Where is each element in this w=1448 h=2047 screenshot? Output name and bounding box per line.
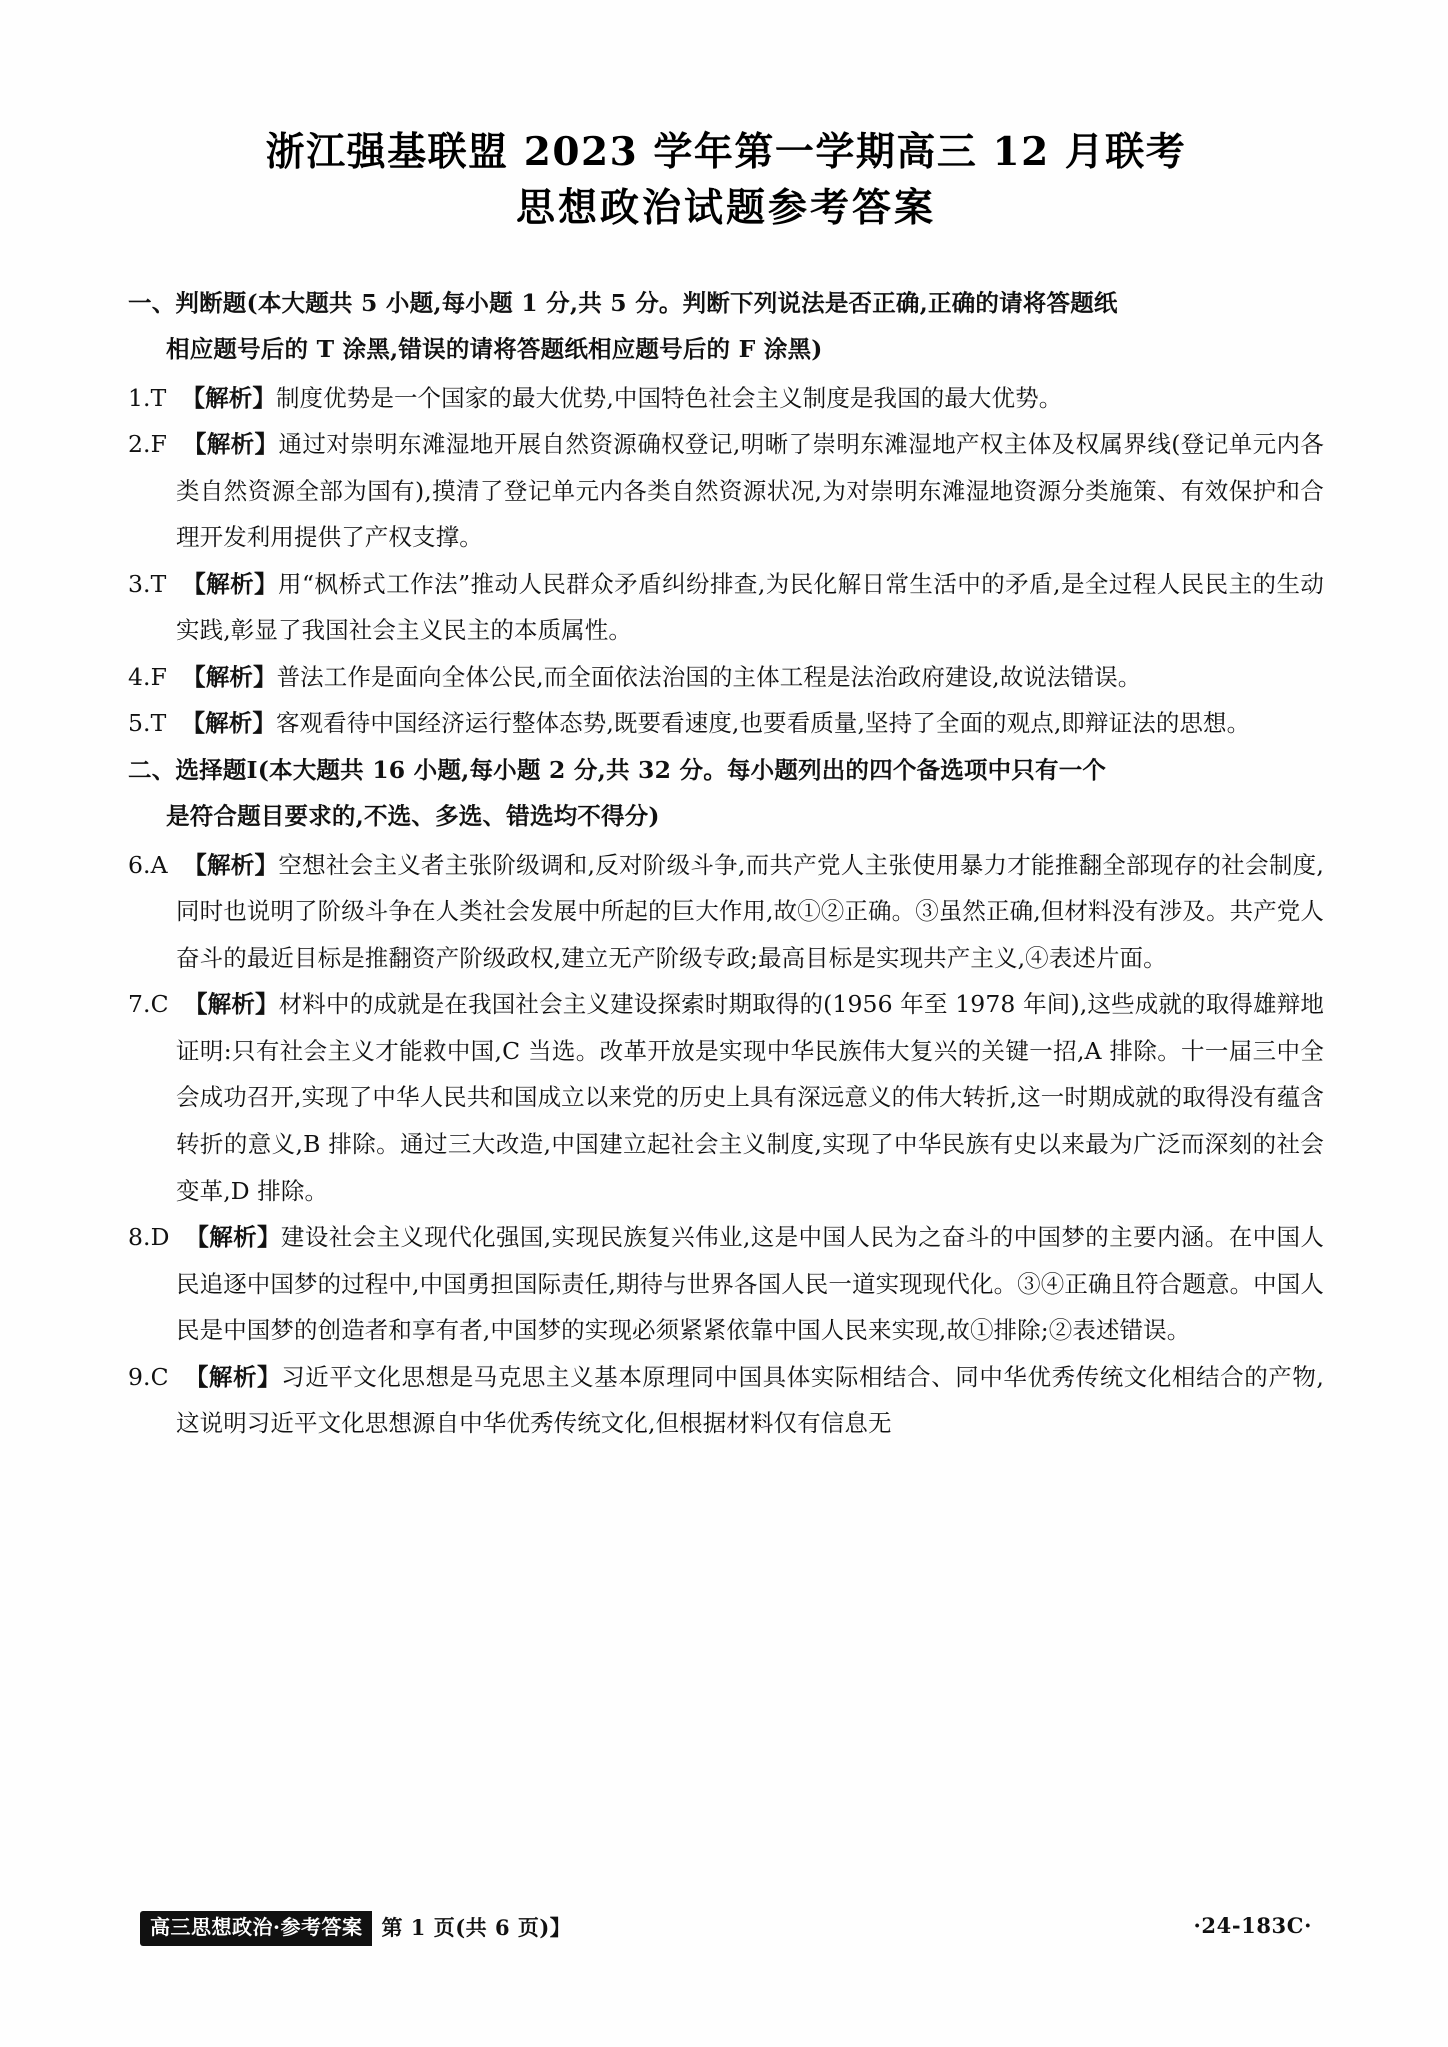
analysis-text-7: 材料中的成就是在我国社会主义建设探索时期取得的(1956 年至 1978 年间),这些成就的取得雄辩地证明:只有社会主义才能救中国,C 当选。改革开放是实现中华民族伟大复兴的关键一招,A 排除。十一届三中全会成功召开,实现了中华人民共和国成立以来党的历史上具有深远意义的伟大转折,这一时期成就的取得没有蕴含转折的意义,B 排除。通过三大改造,中国建立起社会主义制度,实现了中华民族有史以来最为广泛而深刻的社会变革,D 排除。 [176, 990, 1324, 1205]
analysis-text-9: 习近平文化思想是马克思主义基本原理同中国具体实际相结合、同中华优秀传统文化相结合的产物,这说明习近平文化思想源自中华优秀传统文化,但根据材料仅有信息无 [176, 1362, 1324, 1438]
answer-item-3 [128, 561, 1324, 654]
answer-item-9 [128, 1354, 1324, 1447]
answer-number-1: 1. [128, 383, 151, 412]
page-footer [0, 1905, 1448, 1961]
answers-body [128, 280, 1324, 1447]
answer-item-1 [128, 375, 1324, 422]
answer-value-9: C [150, 1362, 169, 1391]
answer-value-2: F [150, 430, 168, 459]
answer-value-5: T [150, 709, 167, 738]
answer-number-4: 4. [128, 662, 151, 691]
analysis-label-3: 【解析】 [182, 569, 279, 598]
answer-value-3: T [150, 569, 167, 598]
section-heading-2 [128, 747, 1324, 840]
analysis-label-1: 【解析】 [181, 383, 276, 412]
analysis-text-5: 客观看待中国经济运行整体态势,既要看速度,也要看质量,坚持了全面的观点,即辩证法的思想。 [275, 709, 1251, 738]
analysis-text-2: 通过对崇明东滩湿地开展自然资源确权登记,明晰了崇明东滩湿地产权主体及权属界线(登记单元内各类自然资源全部为国有),摸清了登记单元内各类自然资源状况,为对崇明东滩湿地资源分类施策、有效保护和合理开发利用提供了产权支撑。 [176, 430, 1325, 552]
answer-item-2 [128, 421, 1324, 561]
analysis-text-3: 用“枫桥式工作法”推动人民群众矛盾纠纷排查,为民化解日常生活中的矛盾,是全过程人民民主的生动实践,彰显了我国社会主义民主的本质属性。 [176, 569, 1324, 645]
footer-paper-code: ·24-183C· [1193, 1913, 1312, 1938]
page-subtitle: 思想政治试题参考答案 [515, 184, 936, 231]
analysis-label-5: 【解析】 [181, 709, 276, 738]
footer-page-marker [140, 1911, 571, 1946]
analysis-text-4: 普法工作是面向全体公民,而全面依法治国的主体工程是法治政府建设,故说法错误。 [276, 662, 1142, 691]
section-heading-1 [128, 280, 1324, 373]
analysis-label-7: 【解析】 [184, 990, 279, 1019]
analysis-text-6: 空想社会主义者主张阶级调和,反对阶级斗争,而共产党人主张使用暴力才能推翻全部现存的社会制度,同时也说明了阶级斗争在人类社会发展中所起的巨大作用,故①②正确。③虽然正确,但材料没有涉及。共产党人奋斗的最近目标是推翻资产阶级政权,建立无产阶级专政;最高目标是实现共产主义,④表述片面。 [176, 850, 1324, 972]
section-heading-2-line2: 是符合题目要求的,不选、多选、错选均不得分) [166, 802, 660, 831]
answer-number-7: 7. [128, 990, 151, 1019]
answer-value-4: F [150, 662, 168, 691]
answer-value-7: C [150, 990, 169, 1019]
answer-number-8: 8. [128, 1223, 151, 1252]
answer-item-4 [128, 654, 1324, 701]
analysis-label-8: 【解析】 [185, 1223, 281, 1252]
analysis-label-4: 【解析】 [182, 662, 277, 691]
section-heading-1-line1: 一、判断题(本大题共 5 小题,每小题 1 分,共 5 分。判断下列说法是否正确,正确的请将答题纸 [128, 288, 1118, 317]
answer-value-8: D [150, 1223, 170, 1252]
page-title: 浙江强基联盟 2023 学年第一学期高三 12 月联考 [265, 129, 1187, 175]
answer-number-9: 9. [128, 1362, 151, 1391]
page-content [128, 0, 1324, 1447]
answer-number-2: 2. [128, 430, 151, 459]
answer-number-6: 6. [128, 850, 151, 879]
answer-number-5: 5. [128, 709, 151, 738]
analysis-text-1: 制度优势是一个国家的最大优势,中国特色社会主义制度是我国的最大优势。 [275, 383, 1063, 412]
analysis-text-8: 建设社会主义现代化强国,实现民族复兴伟业,这是中国人民为之奋斗的中国梦的主要内涵。在中国人民追逐中国梦的过程中,中国勇担国际责任,期待与世界各国人民一道实现现代化。③④正确且符合题意。中国人民是中国梦的创造者和享有者,中国梦的实现必须紧紧依靠中国人民来实现,故①排除;②表述错误。 [176, 1223, 1324, 1345]
footer-page-number: 第 1 页(共 6 页)】 [381, 1915, 572, 1941]
analysis-label-2: 【解析】 [182, 430, 279, 459]
analysis-label-6: 【解析】 [183, 850, 279, 879]
analysis-label-9: 【解析】 [184, 1362, 282, 1391]
answer-item-5 [128, 700, 1324, 747]
answer-item-8 [128, 1214, 1324, 1354]
answer-value-1: T [150, 383, 167, 412]
answer-item-7 [128, 981, 1324, 1214]
footer-subject-tab: 高三思想政治·参考答案 [140, 1911, 372, 1946]
answer-item-6 [128, 842, 1324, 982]
section-heading-2-line1: 二、选择题Ⅰ(本大题共 16 小题,每小题 2 分,共 32 分。每小题列出的四个备选项中只有一个 [128, 755, 1107, 784]
answer-number-3: 3. [128, 569, 151, 598]
section-heading-1-line2: 相应题号后的 T 涂黑,错误的请将答题纸相应题号后的 F 涂黑) [166, 335, 823, 364]
title-block [128, 128, 1324, 236]
answer-value-6: A [150, 850, 168, 879]
